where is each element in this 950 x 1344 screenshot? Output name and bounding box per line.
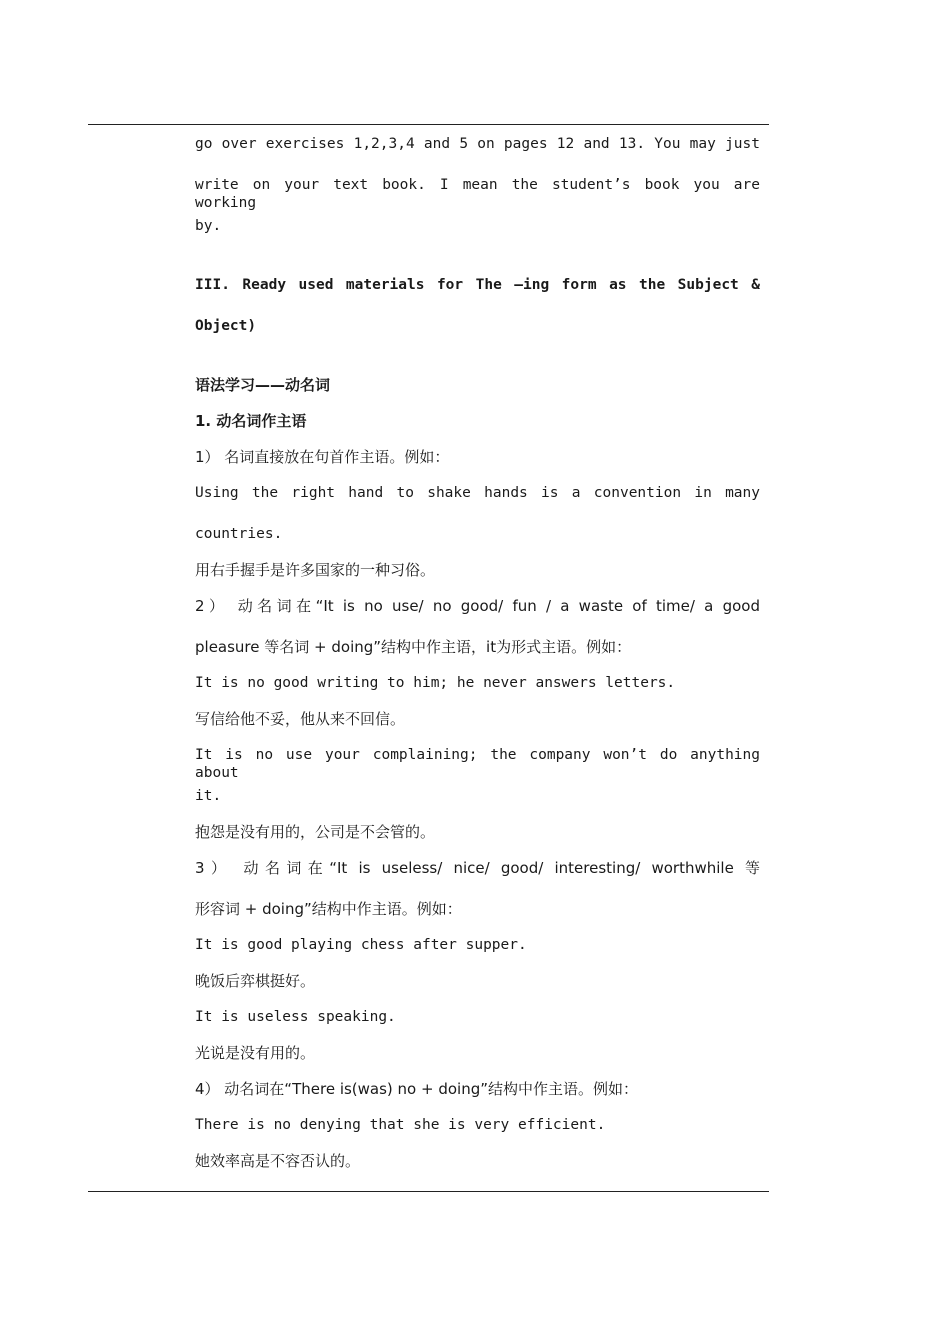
example-en: countries. (195, 526, 283, 542)
header-rule (88, 124, 769, 125)
grammar-subheading: 1. 动名词作主语 (195, 412, 307, 430)
footer-rule (88, 1191, 769, 1192)
example-cn: 写信给他不妥，他从来不回信。 (195, 710, 406, 728)
section-heading: Object) (195, 318, 257, 334)
item-title: 1） 名词直接放在句首作主语。例如： (195, 448, 450, 466)
example-en: it. (195, 788, 222, 804)
item-title: 形容词 + doing”结构中作主语。例如： (195, 900, 462, 918)
example-cn: 她效率高是不容否认的。 (195, 1152, 361, 1170)
paragraph-line: by. (195, 218, 222, 234)
grammar-heading: 语法学习——动名词 (195, 376, 331, 394)
example-en: It is no use your complaining; the company won’t do anything about (195, 747, 760, 781)
example-en: There is no denying that she is very efficient. (195, 1117, 606, 1133)
example-cn: 晚饭后弈棋挺好。 (195, 972, 316, 990)
example-cn: 抱怨是没有用的，公司是不会管的。 (195, 823, 436, 841)
example-en: It is no good writing to him; he never answers letters. (195, 675, 676, 691)
item-title: 3） 动名词在“It is useless/ nice/ good/ interesting/ worthwhile 等 (195, 859, 760, 877)
example-en: Using the right hand to shake hands is a convention in many (195, 485, 760, 501)
example-cn: 用右手握手是许多国家的一种习俗。 (195, 561, 436, 579)
paragraph-line: write on your text book. I mean the student’s book you are working (195, 177, 760, 211)
example-cn: 光说是没有用的。 (195, 1044, 316, 1062)
paragraph-line: go over exercises 1,2,3,4 and 5 on pages 12 and 13. You may just (195, 136, 760, 152)
example-en: It is useless speaking. (195, 1009, 396, 1025)
section-heading: III. Ready used materials for The –ing form as the Subject & (195, 277, 760, 293)
item-title: 2） 动名词在“It is no use/ no good/ fun / a waste of time/ a good (195, 597, 760, 615)
example-en: It is good playing chess after supper. (195, 937, 527, 953)
item-title: 4） 动名词在“There is(was) no + doing”结构中作主语。例如： (195, 1080, 638, 1098)
item-title: pleasure 等名词 + doing”结构中作主语，it为形式主语。例如： (195, 638, 632, 656)
